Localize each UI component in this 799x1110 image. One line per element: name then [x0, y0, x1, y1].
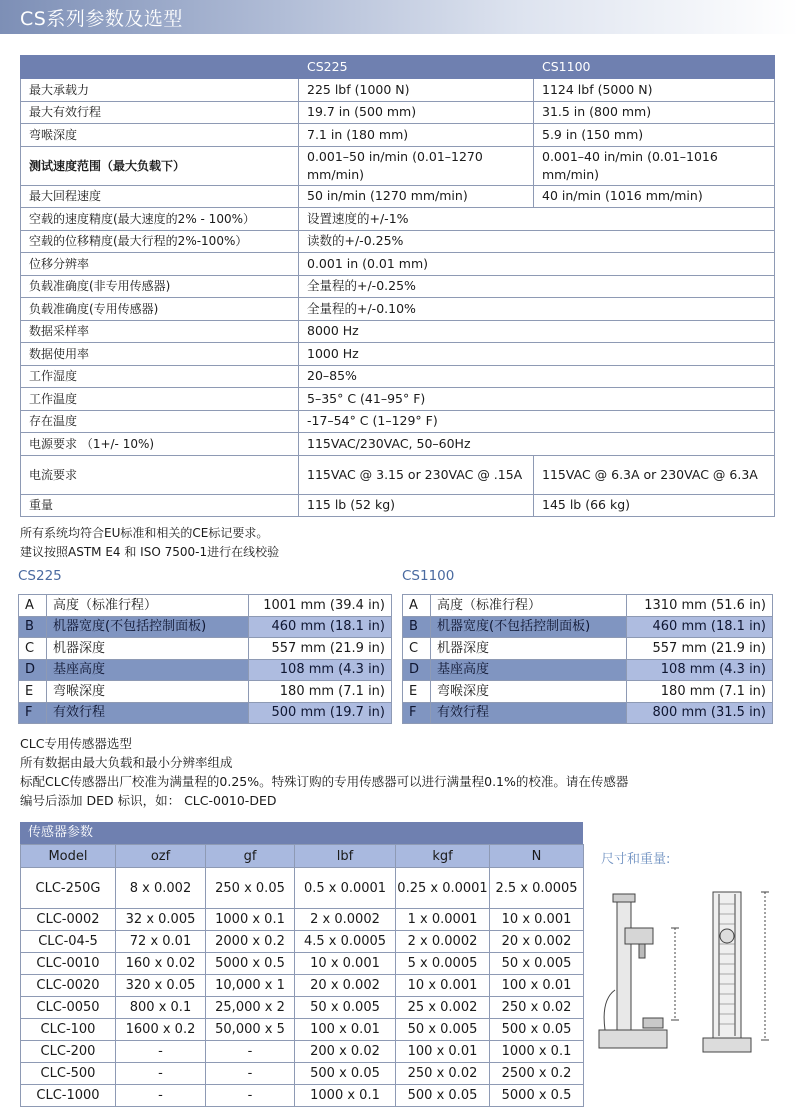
- sensor-cell: 100 x 0.01: [490, 975, 584, 997]
- dim-value: 460 mm (18.1 in): [627, 616, 773, 638]
- spec-value: 115VAC @ 6.3A or 230VAC @ 6.3A: [534, 455, 775, 494]
- spec-value: 8000 Hz: [299, 320, 775, 343]
- spec-value: 40 in/min (1016 mm/min): [534, 185, 775, 208]
- spec-value: 读数的+/-0.25%: [299, 230, 775, 253]
- dim-label: 机器深度: [431, 638, 627, 660]
- spec-value: 0.001–50 in/min (0.01–1270 mm/min): [299, 146, 534, 185]
- dim-value: 460 mm (18.1 in): [249, 616, 392, 638]
- spec-value: 31.5 in (800 mm): [534, 101, 775, 124]
- sensor-row: [21, 909, 584, 931]
- dim-row: [19, 681, 392, 703]
- dim-value: 800 mm (31.5 in): [627, 702, 773, 724]
- dim-row: [403, 638, 773, 660]
- sensor-cell: 2 x 0.0002: [295, 909, 396, 931]
- dim-value: 1001 mm (39.4 in): [249, 595, 392, 617]
- dim-key: D: [19, 659, 47, 681]
- spec-label: 最大承载力: [21, 79, 299, 102]
- sensor-cell: 500 x 0.05: [490, 1019, 584, 1041]
- dim-key: E: [403, 681, 431, 703]
- dim-value: 557 mm (21.9 in): [627, 638, 773, 660]
- sensor-row: [21, 1063, 584, 1085]
- sensor-header-cell: N: [490, 845, 584, 868]
- dim-key: F: [403, 702, 431, 724]
- sensor-cell: 10 x 0.001: [396, 975, 490, 997]
- dim-value: 108 mm (4.3 in): [627, 659, 773, 681]
- spec-label: 空载的位移精度(最大行程的2%-100%）: [21, 230, 299, 253]
- spec-value: 0.001–40 in/min (0.01–1016 mm/min): [534, 146, 775, 185]
- spec-label: 存在温度: [21, 410, 299, 433]
- spec-label: 最大有效行程: [21, 101, 299, 124]
- sensor-cell: 50,000 x 5: [206, 1019, 295, 1041]
- spec-value: 5.9 in (150 mm): [534, 124, 775, 147]
- sensor-note-3: 编号后添加 DED 标识，如： CLC-0010-DED: [20, 793, 277, 808]
- spec-table: [20, 55, 775, 517]
- spec-value: 设置速度的+/-1%: [299, 208, 775, 231]
- dim-row: [403, 616, 773, 638]
- spec-value: 全量程的+/-0.10%: [299, 298, 775, 321]
- sensor-header-cell: ozf: [116, 845, 206, 868]
- spec-value: 19.7 in (500 mm): [299, 101, 534, 124]
- dim-row: [19, 638, 392, 660]
- sensor-cell: CLC-1000: [21, 1085, 116, 1107]
- sensor-cell: 20 x 0.002: [490, 931, 584, 953]
- spec-row: [21, 101, 775, 124]
- spec-label: 负载准确度(非专用传感器): [21, 275, 299, 298]
- spec-row: [21, 79, 775, 102]
- dim-label: 基座高度: [47, 659, 249, 681]
- spec-header-cell: [21, 56, 299, 79]
- sensor-cell: 2000 x 0.2: [206, 931, 295, 953]
- sensor-row: [21, 931, 584, 953]
- spec-label: 重量: [21, 494, 299, 517]
- spec-row: [21, 124, 775, 147]
- sensor-cell: 1 x 0.0001: [396, 909, 490, 931]
- spec-value: 全量程的+/-0.25%: [299, 275, 775, 298]
- sensor-cell: 500 x 0.05: [396, 1085, 490, 1107]
- dim-key: A: [19, 595, 47, 617]
- sensor-row: [21, 953, 584, 975]
- dim-label: 机器宽度(不包括控制面板): [47, 616, 249, 638]
- sensor-cell: 5 x 0.0005: [396, 953, 490, 975]
- spec-header-cell: CS225: [299, 56, 534, 79]
- dim-label: 有效行程: [47, 702, 249, 724]
- sensor-row: [21, 975, 584, 997]
- sensor-cell: 50 x 0.005: [490, 953, 584, 975]
- sensor-cell: 8 x 0.002: [116, 868, 206, 909]
- sensor-cell: 20 x 0.002: [295, 975, 396, 997]
- dims-cs225-title: CS225: [18, 568, 62, 584]
- dims-cs1100-title: CS1100: [402, 568, 455, 584]
- sensor-cell: 4.5 x 0.0005: [295, 931, 396, 953]
- sensor-cell: 2 x 0.0002: [396, 931, 490, 953]
- dim-label: 基座高度: [431, 659, 627, 681]
- dims-cs1100-table: [402, 594, 773, 724]
- title-banner: [0, 0, 799, 34]
- spec-row: [21, 410, 775, 433]
- dim-key: C: [403, 638, 431, 660]
- spec-value: 225 lbf (1000 N): [299, 79, 534, 102]
- spec-label: 弯喉深度: [21, 124, 299, 147]
- spec-value: 20–85%: [299, 365, 775, 388]
- sensor-cell: 50 x 0.005: [396, 1019, 490, 1041]
- sensor-cell: CLC-0002: [21, 909, 116, 931]
- dim-key: B: [19, 616, 47, 638]
- spec-row: [21, 455, 775, 494]
- sensor-cell: 2500 x 0.2: [490, 1063, 584, 1085]
- sensor-cell: 160 x 0.02: [116, 953, 206, 975]
- dim-label: 高度（标准行程）: [431, 595, 627, 617]
- sensor-header-cell: lbf: [295, 845, 396, 868]
- spec-header-row: [21, 56, 775, 79]
- sensor-cell: 200 x 0.02: [295, 1041, 396, 1063]
- spec-row: [21, 230, 775, 253]
- sensor-cell: CLC-0010: [21, 953, 116, 975]
- sensor-cell: 5000 x 0.5: [490, 1085, 584, 1107]
- spec-row: [21, 433, 775, 456]
- sensor-cell: 2.5 x 0.0005: [490, 868, 584, 909]
- sensor-row: [21, 1085, 584, 1107]
- dim-label: 机器宽度(不包括控制面板): [431, 616, 627, 638]
- calibration-note: 建议按照ASTM E4 和 ISO 7500-1进行在线校验: [20, 545, 280, 559]
- sensor-cell: -: [116, 1085, 206, 1107]
- sensor-cell: 0.25 x 0.0001: [396, 868, 490, 909]
- dim-value: 108 mm (4.3 in): [249, 659, 392, 681]
- dim-label: 有效行程: [431, 702, 627, 724]
- dims-cs225-table: [18, 594, 392, 724]
- dim-value: 1310 mm (51.6 in): [627, 595, 773, 617]
- spec-label: 负载准确度(专用传感器): [21, 298, 299, 321]
- compliance-note: 所有系统均符合EU标准和相关的CE标记要求。: [20, 526, 269, 540]
- sensor-cell: 100 x 0.01: [295, 1019, 396, 1041]
- spec-value: 7.1 in (180 mm): [299, 124, 534, 147]
- dim-row: [403, 681, 773, 703]
- page-title: CS系列参数及选型: [20, 8, 183, 30]
- sensor-cell: 250 x 0.05: [206, 868, 295, 909]
- sensor-table: [20, 844, 584, 1107]
- sensor-row: [21, 997, 584, 1019]
- sensor-cell: 100 x 0.01: [396, 1041, 490, 1063]
- sensor-table-title: [20, 822, 583, 844]
- spec-value: 5–35° C (41–95° F): [299, 388, 775, 411]
- spec-row: [21, 388, 775, 411]
- dim-value: 500 mm (19.7 in): [249, 702, 392, 724]
- spec-label: 位移分辨率: [21, 253, 299, 276]
- spec-row: [21, 275, 775, 298]
- spec-value: 115 lb (52 kg): [299, 494, 534, 517]
- dim-row: [403, 702, 773, 724]
- sensor-cell: 1000 x 0.1: [490, 1041, 584, 1063]
- spec-label: 空载的速度精度(最大速度的2% - 100%）: [21, 208, 299, 231]
- sensor-cell: CLC-200: [21, 1041, 116, 1063]
- dim-key: F: [19, 702, 47, 724]
- spec-value: 1124 lbf (5000 N): [534, 79, 775, 102]
- sensor-cell: 800 x 0.1: [116, 997, 206, 1019]
- spec-label: 数据采样率: [21, 320, 299, 343]
- dim-label: 高度（标准行程）: [47, 595, 249, 617]
- sensor-cell: 72 x 0.01: [116, 931, 206, 953]
- dim-key: E: [19, 681, 47, 703]
- spec-row: [21, 320, 775, 343]
- sensor-header-cell: gf: [206, 845, 295, 868]
- spec-value: 1000 Hz: [299, 343, 775, 366]
- dim-key: D: [403, 659, 431, 681]
- sensor-cell: 1000 x 0.1: [206, 909, 295, 931]
- sensor-cell: 50 x 0.005: [295, 997, 396, 1019]
- sensor-cell: -: [206, 1085, 295, 1107]
- spec-value: 145 lb (66 kg): [534, 494, 775, 517]
- sensor-cell: CLC-0020: [21, 975, 116, 997]
- dim-row: [19, 616, 392, 638]
- spec-value: 0.001 in (0.01 mm): [299, 253, 775, 276]
- spec-row: [21, 298, 775, 321]
- spec-label: 最大回程速度: [21, 185, 299, 208]
- spec-label: 工作温度: [21, 388, 299, 411]
- sensor-table-title-text: 传感器参数: [28, 825, 94, 840]
- sensor-cell: -: [206, 1063, 295, 1085]
- dim-value: 557 mm (21.9 in): [249, 638, 392, 660]
- spec-row: [21, 253, 775, 276]
- sensor-note-2: 标配CLC传感器出厂校准为满量程的0.25%。特殊订购的专用传感器可以进行满量程0.1%的校准。请在传感器: [20, 774, 629, 789]
- spec-label: 测试速度范围（最大负载下）: [21, 146, 299, 185]
- sensor-cell: 320 x 0.05: [116, 975, 206, 997]
- spec-value: -17–54° C (1–129° F): [299, 410, 775, 433]
- sensor-cell: 250 x 0.02: [490, 997, 584, 1019]
- spec-value: 50 in/min (1270 mm/min): [299, 185, 534, 208]
- dim-key: A: [403, 595, 431, 617]
- sensor-cell: -: [116, 1063, 206, 1085]
- dim-value: 180 mm (7.1 in): [249, 681, 392, 703]
- sensor-cell: -: [206, 1041, 295, 1063]
- sensor-cell: 1600 x 0.2: [116, 1019, 206, 1041]
- dim-key: B: [403, 616, 431, 638]
- sensor-cell: 32 x 0.005: [116, 909, 206, 931]
- spec-row: [21, 494, 775, 517]
- sensor-cell: -: [116, 1041, 206, 1063]
- dim-label: 弯喉深度: [431, 681, 627, 703]
- dim-value: 180 mm (7.1 in): [627, 681, 773, 703]
- sensor-cell: 250 x 0.02: [396, 1063, 490, 1085]
- machine-diagram: [595, 880, 785, 1080]
- spec-row: [21, 208, 775, 231]
- spec-row: [21, 365, 775, 388]
- sensor-cell: CLC-0050: [21, 997, 116, 1019]
- sensor-cell: 1000 x 0.1: [295, 1085, 396, 1107]
- dim-key: C: [19, 638, 47, 660]
- dim-row: [19, 702, 392, 724]
- sensor-note-1: 所有数据由最大负载和最小分辨率组成: [20, 755, 233, 770]
- dim-label: 机器深度: [47, 638, 249, 660]
- sensor-header-cell: kgf: [396, 845, 490, 868]
- sensor-row: [21, 1019, 584, 1041]
- sensor-cell: 5000 x 0.5: [206, 953, 295, 975]
- sensor-cell: 500 x 0.05: [295, 1063, 396, 1085]
- sensor-row: [21, 868, 584, 909]
- sensor-header-row: [21, 845, 584, 868]
- spec-label: 电源要求 （1+/- 10%): [21, 433, 299, 456]
- sensor-cell: 10,000 x 1: [206, 975, 295, 997]
- sensor-cell: CLC-04-5: [21, 931, 116, 953]
- sensor-cell: CLC-100: [21, 1019, 116, 1041]
- sensor-cell: 10 x 0.001: [490, 909, 584, 931]
- sensor-cell: 25,000 x 2: [206, 997, 295, 1019]
- sensor-cell: 0.5 x 0.0001: [295, 868, 396, 909]
- sensor-cell: CLC-500: [21, 1063, 116, 1085]
- spec-header-cell: CS1100: [534, 56, 775, 79]
- spec-value: 115VAC @ 3.15 or 230VAC @ .15A: [299, 455, 534, 494]
- sensor-note-title: CLC专用传感器选型: [20, 736, 132, 751]
- spec-row: [21, 146, 775, 185]
- sensor-row: [21, 1041, 584, 1063]
- sensor-cell: 25 x 0.002: [396, 997, 490, 1019]
- figure-label: 尺寸和重量:: [601, 852, 671, 867]
- sensor-cell: 10 x 0.001: [295, 953, 396, 975]
- sensor-header-cell: Model: [21, 845, 116, 868]
- dim-row: [19, 659, 392, 681]
- spec-value: 115VAC/230VAC, 50–60Hz: [299, 433, 775, 456]
- dim-row: [403, 659, 773, 681]
- spec-label: 电流要求: [21, 455, 299, 494]
- spec-label: 工作湿度: [21, 365, 299, 388]
- spec-row: [21, 185, 775, 208]
- dim-label: 弯喉深度: [47, 681, 249, 703]
- spec-row: [21, 343, 775, 366]
- spec-label: 数据使用率: [21, 343, 299, 366]
- sensor-cell: CLC-250G: [21, 868, 116, 909]
- dim-row: [403, 595, 773, 617]
- dim-row: [19, 595, 392, 617]
